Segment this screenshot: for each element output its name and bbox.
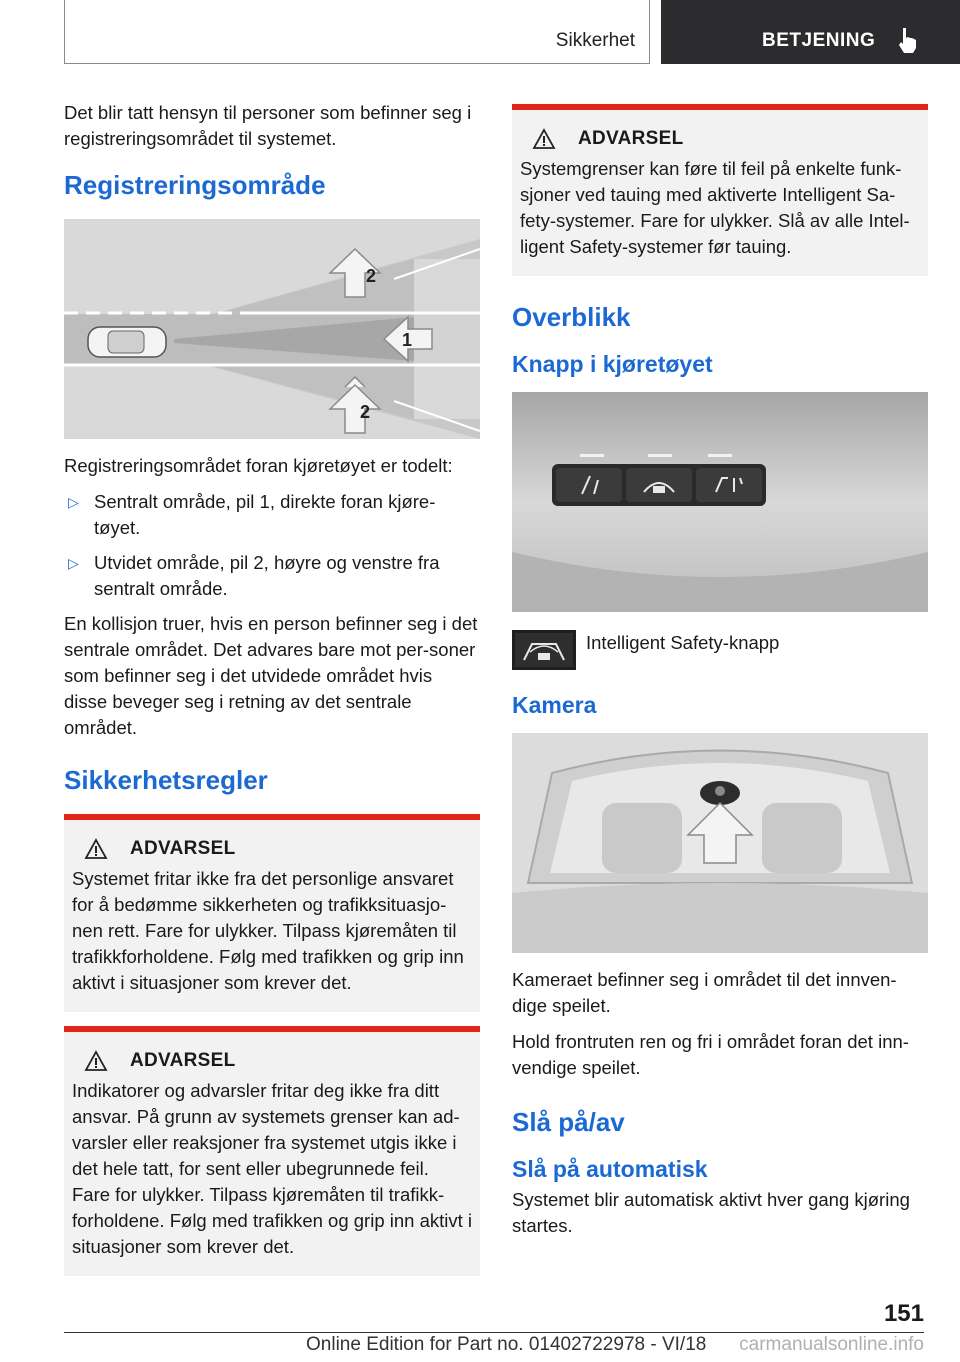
collision-text: En kollisjon truer, hvis en person befinner seg i det sentrale området. Det advares bare mot per-soner som befinner seg i det utvidede området hvis disse beveger seg i retning av det sentrale området. — [64, 613, 478, 738]
intro-text: Det blir tatt hensyn til personer som befinner seg i registreringsområdet til systemet. — [64, 102, 472, 149]
warning-title: ADVARSEL — [130, 838, 236, 859]
triangle-bullet-icon: ▷ — [68, 555, 79, 571]
heading-registration-area: Registreringsområde — [64, 170, 326, 200]
header-section-title: Sikkerhet — [555, 30, 635, 51]
list-item: ▷ Utvidet område, pil 2, høyre og venstre fra sentralt område. — [68, 552, 440, 599]
arrow-label-center: 1 — [402, 330, 413, 350]
registration-area-figure — [64, 219, 480, 439]
button-photo — [512, 392, 928, 612]
warning-triangle-icon — [84, 1050, 108, 1072]
intelligent-safety-button-icon — [512, 630, 576, 670]
divided-text: Registreringsområdet foran kjøretøyet er todelt: — [64, 455, 453, 476]
warning-box-2 — [64, 1026, 480, 1276]
warning-text: Systemet fritar ikke fra det personlige ansvaret for å bedømme sikkerheten og trafikksituasjo-nen rett. Fare for ulykker. Tilpass kjøremåten til trafikkforholdene. Følg med trafikken og grip inn aktivt i situasjoner som krever det. — [72, 868, 464, 993]
warning-box-3 — [512, 104, 928, 276]
heading-camera: Kamera — [512, 692, 597, 718]
page-number: 151 — [883, 1300, 924, 1327]
camera-text-1: Kameraet befinner seg i området til det innven-dige speilet. — [512, 969, 897, 1016]
warning-title: ADVARSEL — [130, 1050, 236, 1071]
footer-watermark: carmanualsonline.info — [739, 1334, 924, 1355]
camera-photo — [512, 733, 928, 953]
list-item: ▷ Sentralt område, pil 1, direkte foran kjøre-tøyet. — [68, 491, 436, 538]
area-bullet-list — [64, 489, 480, 602]
warning-triangle-icon — [532, 128, 556, 150]
warning-title: ADVARSEL — [578, 128, 684, 149]
header-section-box — [64, 0, 650, 64]
registration-area-diagram — [64, 219, 480, 439]
warning-text: Indikatorer og advarsler fritar deg ikke fra ditt ansvar. På grunn av systemets grenser kan ad-varsler eller reaksjoner fra systemet utgis ikke i det hele tatt, for sent eller ubegrunnede feil. Fare for ulykker. Tilpass kjøremåten til trafikk-forholdene. Følg med trafikken og grip inn aktivt i situasjoner som krever det. — [72, 1080, 472, 1257]
heading-auto-on: Slå på automatisk — [512, 1156, 708, 1182]
heading-on-off: Slå på/av — [512, 1107, 625, 1137]
header-chapter-title: BETJENING — [762, 30, 876, 51]
arrow-label-top: 2 — [366, 266, 377, 286]
pointing-hand-icon — [896, 26, 920, 54]
camera-text-2: Hold frontruten ren og fri i området foran det inn-vendige speilet. — [512, 1031, 909, 1078]
header-chapter-box — [661, 0, 960, 64]
right-column — [512, 104, 928, 1249]
button-caption-row — [512, 630, 928, 670]
warning-box-1 — [64, 814, 480, 1012]
footer-divider — [64, 1332, 924, 1333]
heading-overview: Overblikk — [512, 302, 631, 332]
auto-text: Systemet blir automatisk aktivt hver gang kjøring startes. — [512, 1189, 910, 1236]
arrow-label-bottom: 2 — [360, 402, 371, 422]
warning-text: Systemgrenser kan føre til feil på enkelte funk-sjoner ved tauing med aktiverte Intelligent Sa-fety-systemer. Fare for ulykker. Slå av alle Intel-ligent Safety-systemer før tauing. — [520, 158, 910, 257]
warning-triangle-icon — [84, 838, 108, 860]
triangle-bullet-icon: ▷ — [68, 494, 79, 510]
left-column — [64, 100, 480, 1290]
footer-edition: Online Edition for Part no. 01402722978 - VI/18 — [306, 1334, 707, 1355]
heading-safety-rules: Sikkerhetsregler — [64, 765, 268, 795]
heading-button-in-vehicle: Knapp i kjøretøyet — [512, 351, 713, 377]
button-caption: Intelligent Safety-knapp — [586, 632, 780, 653]
